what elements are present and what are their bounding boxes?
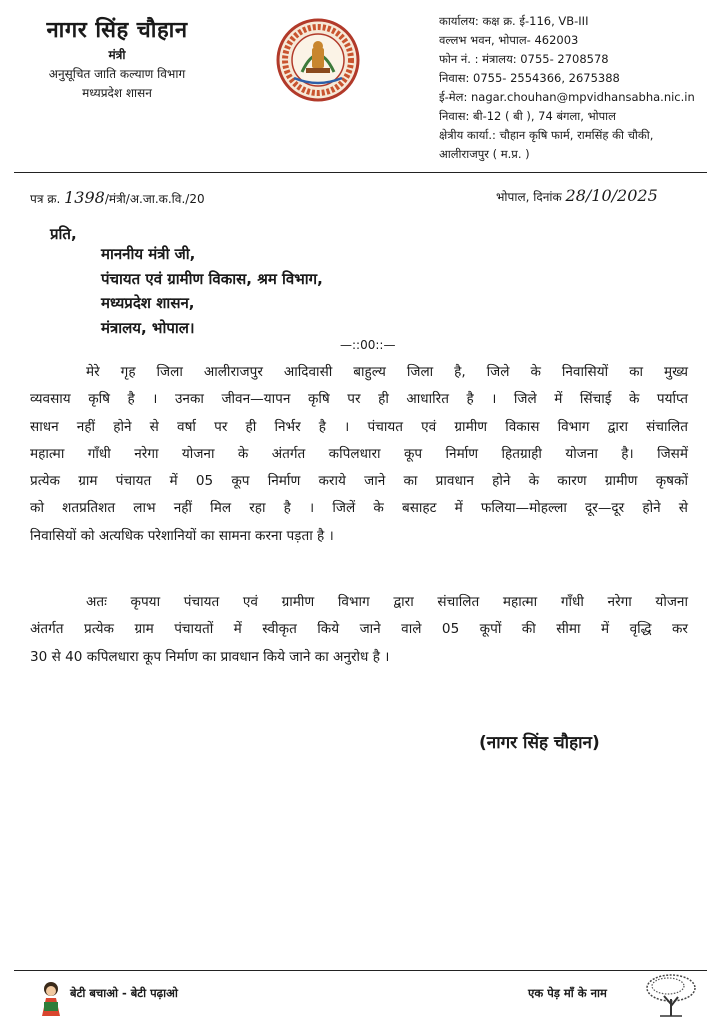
paragraph-line: मेरे गृह जिला आलीराजपुर आदिवासी बाहुल्य जिला है, जिले के निवासियों का मुख्य <box>86 364 688 380</box>
contact-details <box>439 12 714 164</box>
paragraph-line: अतः कृपया पंचायत एवं ग्रामीण विभाग द्वारा संचालित महात्मा गाँधी नरेगा योजना <box>86 594 688 610</box>
paragraph-line: प्रत्येक ग्राम पंचायत में 05 कूप निर्माण कराये जाने का प्रावधान होने के कारण ग्रामीण कृषकों <box>30 473 688 490</box>
footer-slogan-right: एक पेड़ माँ के नाम <box>528 986 607 1000</box>
body-paragraph-2 <box>30 589 688 671</box>
letter-reference <box>30 188 205 207</box>
signature-name: (नागर सिंह चौहान) <box>479 733 600 753</box>
mp-government-emblem-icon <box>276 14 360 106</box>
reference-number: 1398 <box>64 188 105 207</box>
date-value: 28/10/2025 <box>565 186 658 205</box>
government: मध्यप्रदेश शासन <box>82 86 152 100</box>
section-separator: —::00::— <box>340 338 396 352</box>
date-label: भोपाल, दिनांक <box>496 190 562 204</box>
contact-line: फोन नं. : मंत्रालय: 0755- 2708578 <box>439 52 609 66</box>
letter-date <box>496 186 658 205</box>
reference-prefix: पत्र क्र. <box>30 192 61 206</box>
minister-name: नागर सिंह चौहान <box>46 18 188 43</box>
contact-line: आलीराजपुर ( म.प्र. ) <box>439 147 530 161</box>
footer-divider <box>14 970 707 971</box>
department: अनुसूचित जाति कल्याण विभाग <box>48 67 186 81</box>
footer-slogan-left: बेटी बचाओ - बेटी पढ़ाओ <box>70 986 178 1000</box>
recipient-address <box>101 242 323 340</box>
tree-icon <box>638 972 704 1018</box>
contact-line: निवास: बी-12 ( बी ), 74 बंगला, भोपाल <box>439 109 616 123</box>
girl-reading-icon <box>38 980 64 1018</box>
paragraph-line: निवासियों को अत्यधिक परेशानियों का सामना करना पड़ता है । <box>30 527 334 544</box>
paragraph-line: व्यवसाय कृषि है । उनका जीवन—यापन कृषि पर ही आधारित है । जिले में सिंचाई के पर्याप्त <box>30 391 688 408</box>
letterhead-left <box>22 14 212 103</box>
contact-email[interactable]: ई-मेल: nagar.chouhan@mpvidhansabha.nic.in <box>439 90 695 104</box>
salutation: प्रति, <box>50 225 77 243</box>
contact-line: कार्यालय: कक्ष क्र. ई-116, VB-III <box>439 14 589 28</box>
contact-line: क्षेत्रीय कार्या.: चौहान कृषि फार्म, रामसिंह की चौकी, <box>439 128 654 142</box>
paragraph-line: साधन नहीं होने से वर्षा पर ही निर्भर है । पंचायत एवं ग्रामीण विकास विभाग द्वारा संचालित <box>30 418 688 435</box>
recipient-line: मध्यप्रदेश शासन, <box>101 294 195 312</box>
contact-line: वल्लभ भवन, भोपाल- 462003 <box>439 33 579 47</box>
contact-line: निवास: 0755- 2554366, 2675388 <box>439 71 620 85</box>
paragraph-line: महात्मा गाँधी नरेगा योजना के अंतर्गत कपिलधारा कूप निर्माण हितग्राही योजना है। जिसमें <box>30 445 688 462</box>
header-divider <box>14 172 707 173</box>
recipient-line: पंचायत एवं ग्रामीण विकास, श्रम विभाग, <box>101 269 323 288</box>
paragraph-line: 30 से 40 कपिलधारा कूप निर्माण का प्रावधान किये जाने का अनुरोध है । <box>30 648 390 665</box>
reference-suffix: /मंत्री/अ.जा.क.वि./20 <box>104 192 205 206</box>
recipient-line: मंत्रालय, भोपाल। <box>101 318 195 337</box>
paragraph-line: अंतर्गत प्रत्येक ग्राम पंचायतों में स्वीकृत किये जाने वाले 05 कूपों की सीमा में वृद्धि कर <box>30 621 688 638</box>
designation: मंत्री <box>108 48 126 62</box>
body-paragraph-1 <box>30 359 688 550</box>
paragraph-line: को शतप्रतिशत लाभ नहीं मिल रहा है । जिलें के बसाहट में फलिया—मोहल्ला दूर—दूर होने से <box>30 500 688 517</box>
recipient-line: माननीय मंत्री जी, <box>101 245 196 263</box>
